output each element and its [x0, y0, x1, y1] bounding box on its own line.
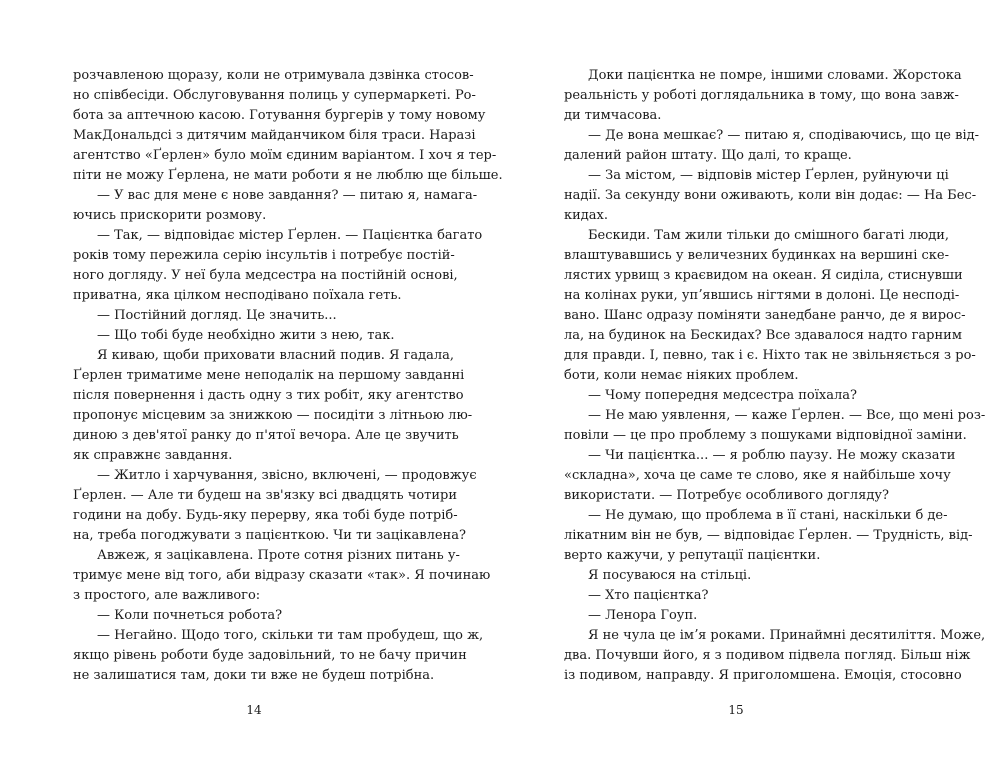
text-line: диною з дев'ятої ранку до п'ятої вечора. Але це звучить: [73, 428, 459, 443]
text-line: якщо рівень роботи буде задовільний, то не бачу причин: [73, 648, 467, 663]
text-line: ла, на будинок на Бескидах? Все здавалося надто гарним: [564, 328, 962, 343]
text-line: — У вас для мене є нове завдання? — питаю я, намага-: [97, 188, 478, 203]
text-line: для правди. І, певно, так і є. Ніхто так не звільняється з ро-: [564, 348, 976, 363]
text-line: Я посуваюся на стільці.: [588, 568, 752, 583]
text-line: два. Почувши його, я з подивом підвела погляд. Більш ніж: [564, 648, 971, 663]
text-line: не залишатися там, доки ти вже не будеш потрібна.: [73, 668, 435, 683]
text-line: на, треба погоджувати з пацієнткою. Чи ти зацікавлена?: [73, 528, 466, 543]
text-line: верто кажучи, у репутації пацієнтки.: [564, 548, 821, 563]
text-line: повіли — це про проблему з пошуками відповідної заміни.: [564, 428, 967, 443]
text-line: години на добу. Будь-яку перерву, яка тобі буде потріб-: [73, 508, 458, 523]
text-line: із подивом, направду. Я приголомшена. Емоція, стосовно: [564, 668, 962, 683]
text-line: пропонує місцевим за знижкою — посидіти з літньою лю-: [73, 408, 473, 423]
text-line: Ґерлен триматиме мене неподалік на першому завданні: [73, 368, 465, 383]
text-line: — Так, — відповідає містер Ґерлен. — Пацієнтка багато: [97, 228, 483, 243]
text-line: надії. За секунду вони оживають, коли він додає: — На Бес-: [564, 188, 977, 203]
text-line: — Що тобі буде необхідно жити з нею, так.: [97, 328, 395, 343]
text-line: з простого, але важливого:: [73, 588, 261, 603]
text-line: лястих урвищ з краєвидом на океан. Я сиділа, стиснувши: [564, 268, 963, 283]
text-line: років тому пережила серію інсультів і потребує постій-: [73, 248, 455, 263]
right-page-number: 15: [728, 703, 744, 717]
text-line: — Чому попередня медсестра поїхала?: [588, 388, 857, 403]
text-line: реальність у роботі доглядальника в тому, що вона завж-: [564, 88, 959, 103]
text-line: — Чи пацієнтка... — я роблю паузу. Не можу сказати: [588, 448, 956, 463]
text-line: далений район штату. Що далі, то краще.: [564, 148, 852, 163]
text-line: МакДональдсі з дитячим майданчиком біля траси. Наразі: [73, 128, 476, 143]
text-line: вано. Шанс одразу поміняти занедбане ранчо, де я вирос-: [564, 308, 966, 323]
text-line: кидах.: [564, 208, 609, 223]
text-line: — Де вона мешкає? — питаю я, сподіваючись, що це від-: [588, 128, 979, 143]
text-line: — Не думаю, що проблема в її стані, наскільки б де-: [588, 508, 948, 523]
text-line: на колінах руки, упʼявшись нігтями в долоні. Це несподі-: [564, 288, 960, 303]
text-line: Доки пацієнтка не помре, іншими словами. Жорстока: [588, 68, 962, 83]
text-line: Я не чула це імʼя роками. Принаймні десятиліття. Може,: [588, 628, 986, 643]
text-line: но співбесіди. Обслуговування полиць у супермаркеті. Ро-: [73, 88, 476, 103]
text-line: — Постійний догляд. Це значить...: [97, 308, 337, 323]
text-line: — Коли почнеться робота?: [97, 608, 283, 623]
right-page-text: [564, 66, 986, 686]
text-line: влаштувавшись у величезних будинках на вершині ске-: [564, 248, 949, 263]
text-line: агентство «Ґерлен» було моїм єдиним варіантом. І хоч я тер-: [73, 148, 497, 163]
text-line: Авжеж, я зацікавлена. Проте сотня різних питань у-: [97, 548, 460, 563]
text-line: — Не маю уявлення, — каже Ґерлен. — Все, що мені роз-: [588, 408, 986, 423]
text-line: боти, коли немає ніяких проблем.: [564, 368, 799, 383]
text-line: ючись прискорити розмову.: [73, 208, 267, 223]
text-line: Бескиди. Там жили тільки до смішного багаті люди,: [588, 228, 950, 243]
text-line: Я киваю, щоби приховати власний подив. Я гадала,: [97, 348, 455, 363]
text-line: бота за аптечною касою. Готування бургерів у тому новому: [73, 108, 486, 123]
text-line: «складна», хоча це саме те слово, яке я найбільше хочу: [564, 468, 951, 483]
left-page-text: [73, 66, 503, 686]
text-line: — За містом, — відповів містер Ґерлен, руйнуючи ці: [588, 168, 949, 183]
text-line: використати. — Потребує особливого догляду?: [564, 488, 889, 503]
text-line: — Хто пацієнтка?: [588, 588, 709, 603]
text-line: — Негайно. Щодо того, скільки ти там пробудеш, що ж,: [97, 628, 484, 643]
text-line: — Житло і харчування, звісно, включені, — продовжує: [97, 468, 477, 483]
text-line: як справжнє завдання.: [73, 448, 233, 463]
text-line: лікатним він не був, — відповідає Ґерлен. — Трудність, від-: [564, 528, 973, 543]
text-line: — Ленора Гоуп.: [588, 608, 698, 623]
text-line: Ґерлен. — Але ти будеш на зв'язку всі двадцять чотири: [73, 488, 457, 503]
text-line: приватна, яка цілком несподівано поїхала геть.: [73, 288, 402, 303]
text-line: ного догляду. У неї була медсестра на постійній основі,: [73, 268, 458, 283]
text-line: піти не можу Ґерлена, не мати роботи я не люблю ще більше.: [73, 168, 503, 183]
text-line: розчавленою щоразу, коли не отримувала дзвінка стосов-: [73, 68, 474, 83]
left-page-number: 14: [246, 703, 262, 717]
text-line: після повернення і дасть одну з тих робіт, яку агентство: [73, 388, 464, 403]
text-line: ди тимчасова.: [564, 108, 662, 123]
text-line: тримує мене від того, аби відразу сказати «так». Я починаю: [73, 568, 491, 583]
